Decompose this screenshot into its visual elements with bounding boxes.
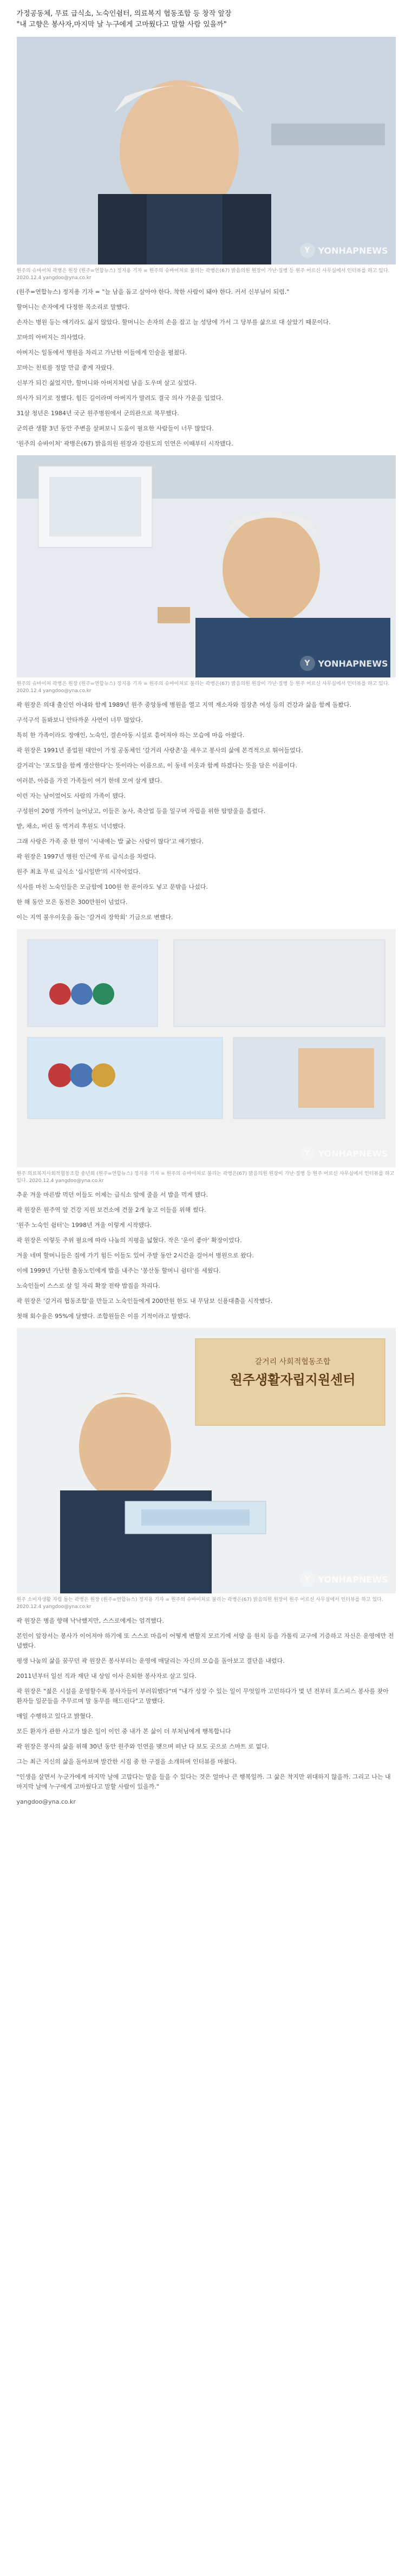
group-illustration — [17, 929, 396, 1167]
para: 원주 최초 무료 급식소 '십시일반'의 시작이었다. — [16, 868, 141, 875]
para: 겨울 네며 할머니들은 집에 가기 힘든 이들도 있어 주말 동안 2시간을 걸어서 병원으로 왔다. — [16, 1252, 254, 1259]
para: 곽 원장은 1997년 병원 인근에 무료 급식소를 차렸다. — [16, 853, 156, 860]
yonhap-logo-icon: Y — [300, 243, 315, 258]
yonhap-logo-icon: Y — [300, 656, 315, 671]
sign-title: 원주생활자립지원센터 — [230, 1372, 356, 1387]
paragraphs-section-4 — [17, 1616, 396, 1792]
sign-subtitle: 갈거리 사회적협동조합 — [254, 1358, 331, 1366]
para: 곽 원장은 "젊은 시설을 운영할수록 봉사자들이 부러워했다"며 "내가 성장 수 있는 일이 무엇일까 고민하다가 몇 년 전부터 호스피스 봉사를 찾아 환자들 일꾼들을 주무르며 말 동무를 해드린다"고 말했다. — [16, 1688, 389, 1705]
para: 손자는 병원 등는 얘기라도 싫지 않았다. 할머니는 손자의 손을 잡고 늘 성당에 가서 그 당부를 삶으로 대 살았기 때문이다. — [16, 319, 331, 326]
para: 추운 겨울 마른밥 먹던 이들도 이제는 급식소 앞에 줄을 서 밥을 먹게 됐다. — [16, 1191, 208, 1198]
paragraphs-section-2 — [17, 700, 396, 922]
para: 이에 1999년 가난한 출동노인에게 밥을 내주는 '봉산동 할머니 쉼터'를 세웠다. — [16, 1267, 221, 1274]
watermark-text: YONHAPNEWS — [318, 658, 388, 669]
para: 밭, 채소, 버린 동 역거리 후원도 넉넉했다. — [16, 823, 126, 830]
para: 여러분, 아픔을 가진 가족들이 여기 한데 모여 살게 됐다. — [16, 777, 162, 784]
para: '원주의 슈바이처' 곽병은(67) 밝음의원 원장과 강원도의 인연은 이때부터 시작됐다. — [16, 440, 233, 447]
para: '원주 노숙인 쉼터'는 1998년 겨울 이렇게 시작됐다. — [16, 1222, 152, 1229]
photo-caption-1: 원주의 슈바이처 곽병은 원장 (원주=연합뉴스) 정지용 기자 = 원주의 슈바이처로 불리는 곽병은(67) 밝음의원 원장이 가난·질병 등 원주 어르신 사무실에서 인터뷰를 하고 있다. 2020.12.4 yangdoo@yna.co.kr — [16, 268, 390, 281]
para: 그래 사랑은 가족 중 한 명이 '시내에는 밥 굶는 사람이 많다'고 얘기했다. — [16, 838, 204, 845]
photo-figure-1 — [17, 37, 396, 282]
subtitle-line-1: 가정공동체, 무료 급식소, 노숙인쉼터, 의료복지 협동조합 등 창작 앞장 — [16, 10, 232, 18]
para: 아버지는 일동에서 병원을 차리고 가난한 이들에게 인술을 펼쳤다. — [16, 349, 187, 356]
para: 꼬마는 친료를 정말 만큼 좋게 자랐다. — [16, 364, 114, 371]
working-photo — [17, 455, 396, 677]
photo-caption-4: 원주 소비자생활 자립 돕는 곽병은 원장 (원주=연합뉴스) 정지용 기자 = 원주의 슈바이처로 불리는 곽병은(67) 밝음의원 원장이 원주 어르신 사무실에서 인터뷰를 하고 있다. 2020.12.4 yangdoo@yna.co.kr — [16, 1597, 383, 1610]
photo-watermark — [300, 1572, 388, 1587]
photo-figure-4 — [17, 1328, 396, 1611]
para: 곽 원장은 의대 출신인 아내와 함께 1989년 원주 중앙동에 병원을 열고 지역 재소자와 집장촌 여성 등의 건강과 삶을 함께 돌봤다. — [16, 701, 352, 708]
photo-watermark — [300, 656, 388, 671]
para: 한 해 동안 모은 동전은 300만원이 넘었다. — [16, 899, 128, 906]
photo-watermark — [300, 243, 388, 258]
para: 모든 환자가 관한 사고가 많은 일이 이인 중 내가 본 삶이 더 부처님에게 행복합니다 — [16, 1728, 231, 1735]
watermark-text: YONHAPNEWS — [318, 1574, 388, 1585]
para: 곽 원장은 병을 향해 낙낙했지만, 스스로에게는 엄격했다. — [16, 1617, 164, 1624]
photo-figure-2 — [17, 455, 396, 695]
article — [17, 0, 396, 1818]
para: 신부가 되긴 싫었지만, 할머니와 아버지처럼 남을 도우며 살고 싶었다. — [16, 379, 197, 386]
para: 곽 원장은 1991년 종업원 대안이 가정 공동체인 '갈거리 사랑촌'을 세우고 봉사의 삶에 본격적으로 뛰어들었다. — [16, 747, 303, 754]
article-subtitle — [17, 9, 396, 30]
para: 첫해 회수율은 95%에 달했다. 조합원들은 이를 기적이라고 말했다. — [16, 1313, 191, 1320]
photo-figure-3 — [17, 929, 396, 1185]
para: 그는 최근 지신의 삶을 돌아보며 발간한 시집 중 한 구절을 소개하며 인터뷰를 마쳤다. — [16, 1758, 237, 1765]
photo-caption-3: 원주 의료복지사회적협동조합 송년회 (원주=연합뉴스) 정지용 기자 = 원주의 슈바이처로 불리는 곽병은(67) 밝음의원 원장이 가난·질병 등 원주 어르신 사무실에서 인터뷰를 하고 있다. 2020.12.4 yangdoo@yna.co.kr — [16, 1171, 395, 1184]
para: 이는 지역 불우이웃을 돕는 '갈거리 장학회' 기금으로 변했다. — [16, 914, 173, 921]
para: 곽 원장은 봉사의 삶을 위해 30년 동안 원주와 인연을 맺으며 떠난 다 보도 곳으로 스마트 로 없다. — [16, 1743, 270, 1750]
portrait-photo — [17, 37, 396, 264]
para: 꼬마의 아버지는 의사였다. — [16, 334, 86, 341]
para: "인생을 살면서 누군가에게 마지막 날에 고맙다는 말을 들을 수 있다는 것은 얼마나 큰 행복일까. 그 삶은 착지만 위대하지 않을까. 그리고 나는 내 마지막 날에 누구에게 고마웠다고 말할 사람이 있을까." — [16, 1773, 391, 1790]
paragraphs-section-1 — [17, 287, 396, 449]
para: 노숙인들이 스스로 살 일 자리 확장 전략 밥집을 차리다. — [16, 1282, 160, 1289]
photo-caption-2: 원주의 슈바이처 곽병은 원장 (원주=연합뉴스) 정지용 기자 = 원주의 슈바이처로 불리는 곽병은(67) 밝음의원 원장이 가난·질병 등 원주 어르신 사무실에서 인터뷰를 하고 있다. 2020.12.4 yangdoo@yna.co.kr — [16, 681, 390, 694]
para: 구성원이 20명 가까이 늘어났고, 이들은 농사, 축산업 등을 일구며 자립을 위한 땀방울을 흘렸다. — [16, 808, 266, 815]
para: 매일 수행하고 있다고 밝혔다. — [16, 1713, 93, 1720]
para: 2011년부터 일선 직과 재단 내 상임 이사 은퇴한 봉사자로 살고 있다. — [16, 1673, 197, 1680]
portrait-illustration — [17, 37, 396, 264]
para: (원주=연합뉴스) 정지용 기자 = "늘 남을 돕고 살아야 한다. 착한 사람이 돼야 한다. 커서 신부님이 되렴." — [16, 288, 290, 295]
para: 평생 나눔의 삶을 꿈꾸던 곽 원장은 봉사부터는 운영에 매달리는 자신의 모습을 돌아보고 결단을 내렸다. — [16, 1657, 285, 1664]
photo-watermark — [300, 1146, 388, 1161]
para: 구석구석 돌봐보니 안타까운 사연이 너무 많았다. — [16, 716, 143, 724]
watermark-text: YONHAPNEWS — [318, 1148, 388, 1159]
para: 곽 원장은 원주역 앞 건강 지원 보건소에 건물 2개 놓고 이들을 위해 썼다. — [16, 1206, 206, 1213]
paragraphs-section-3 — [17, 1190, 396, 1321]
para: 군의관 생활 3년 동안 주변을 살펴보니 도움이 필요한 사람들이 너무 많았다. — [16, 425, 214, 432]
para: 갈거리'는 '포도알을 함께 생산한다'는 뜻이라는 이름으로, 이 동네 이웃과 함께 하겠다는 뜻을 담은 이름이다. — [16, 762, 297, 769]
para: 의사가 되기로 정했다. 힘든 길이라며 아버지가 말려도 결국 의사 가운을 입었다. — [16, 395, 224, 402]
byline-email: yangdoo@yna.co.kr — [16, 1798, 76, 1805]
para: 곽 원장은 이렇듯 주위 필요에 따라 나눔의 지평을 넓혔다. 작은 '운이 좋아' 확장이었다. — [16, 1237, 242, 1244]
yonhap-logo-icon: Y — [300, 1572, 315, 1587]
group-photo — [17, 929, 396, 1167]
holding-photo — [17, 1328, 396, 1593]
para: 31살 청년은 1984년 국군 원주병원에서 군의관으로 복무했다. — [16, 410, 179, 417]
para: 곽 원장은 '갈거리 협동조합'을 만들고 노숙인들에게 200만원 한도 내 무담보 신용대출을 시작했다. — [16, 1297, 273, 1305]
working-illustration — [17, 455, 396, 677]
para: 특히 한 가족이라도 장애인, 노숙인, 결손아동 시설로 흩어져야 하는 모습에 마음 아팠다. — [16, 732, 245, 739]
para: 본인이 앞장서는 봉사가 이어져야 하기에 또 스스로 마음이 어떻게 변할지 모르기에 서양 을 원치 등을 가톨릭 교구에 기증하고 자신은 운영에만 전념했다. — [16, 1632, 394, 1649]
subtitle-line-2: "내 고향은 봉사자,마지막 날 누구에게 고마웠다고 말할 사람 있을까" — [16, 21, 227, 29]
para: 할머니는 손자에게 다정한 목소리로 말했다. — [16, 304, 130, 311]
para: 이런 자는 남이었어도 사람의 가족이 됐다. — [16, 792, 126, 799]
yonhap-logo-icon: Y — [300, 1146, 315, 1161]
watermark-text: YONHAPNEWS — [318, 245, 388, 256]
sign-board — [212, 1356, 374, 1388]
para: 식사를 마친 노숙인들은 모금함에 100원 한 푼이라도 넣고 문밖을 나섰다. — [16, 883, 208, 890]
